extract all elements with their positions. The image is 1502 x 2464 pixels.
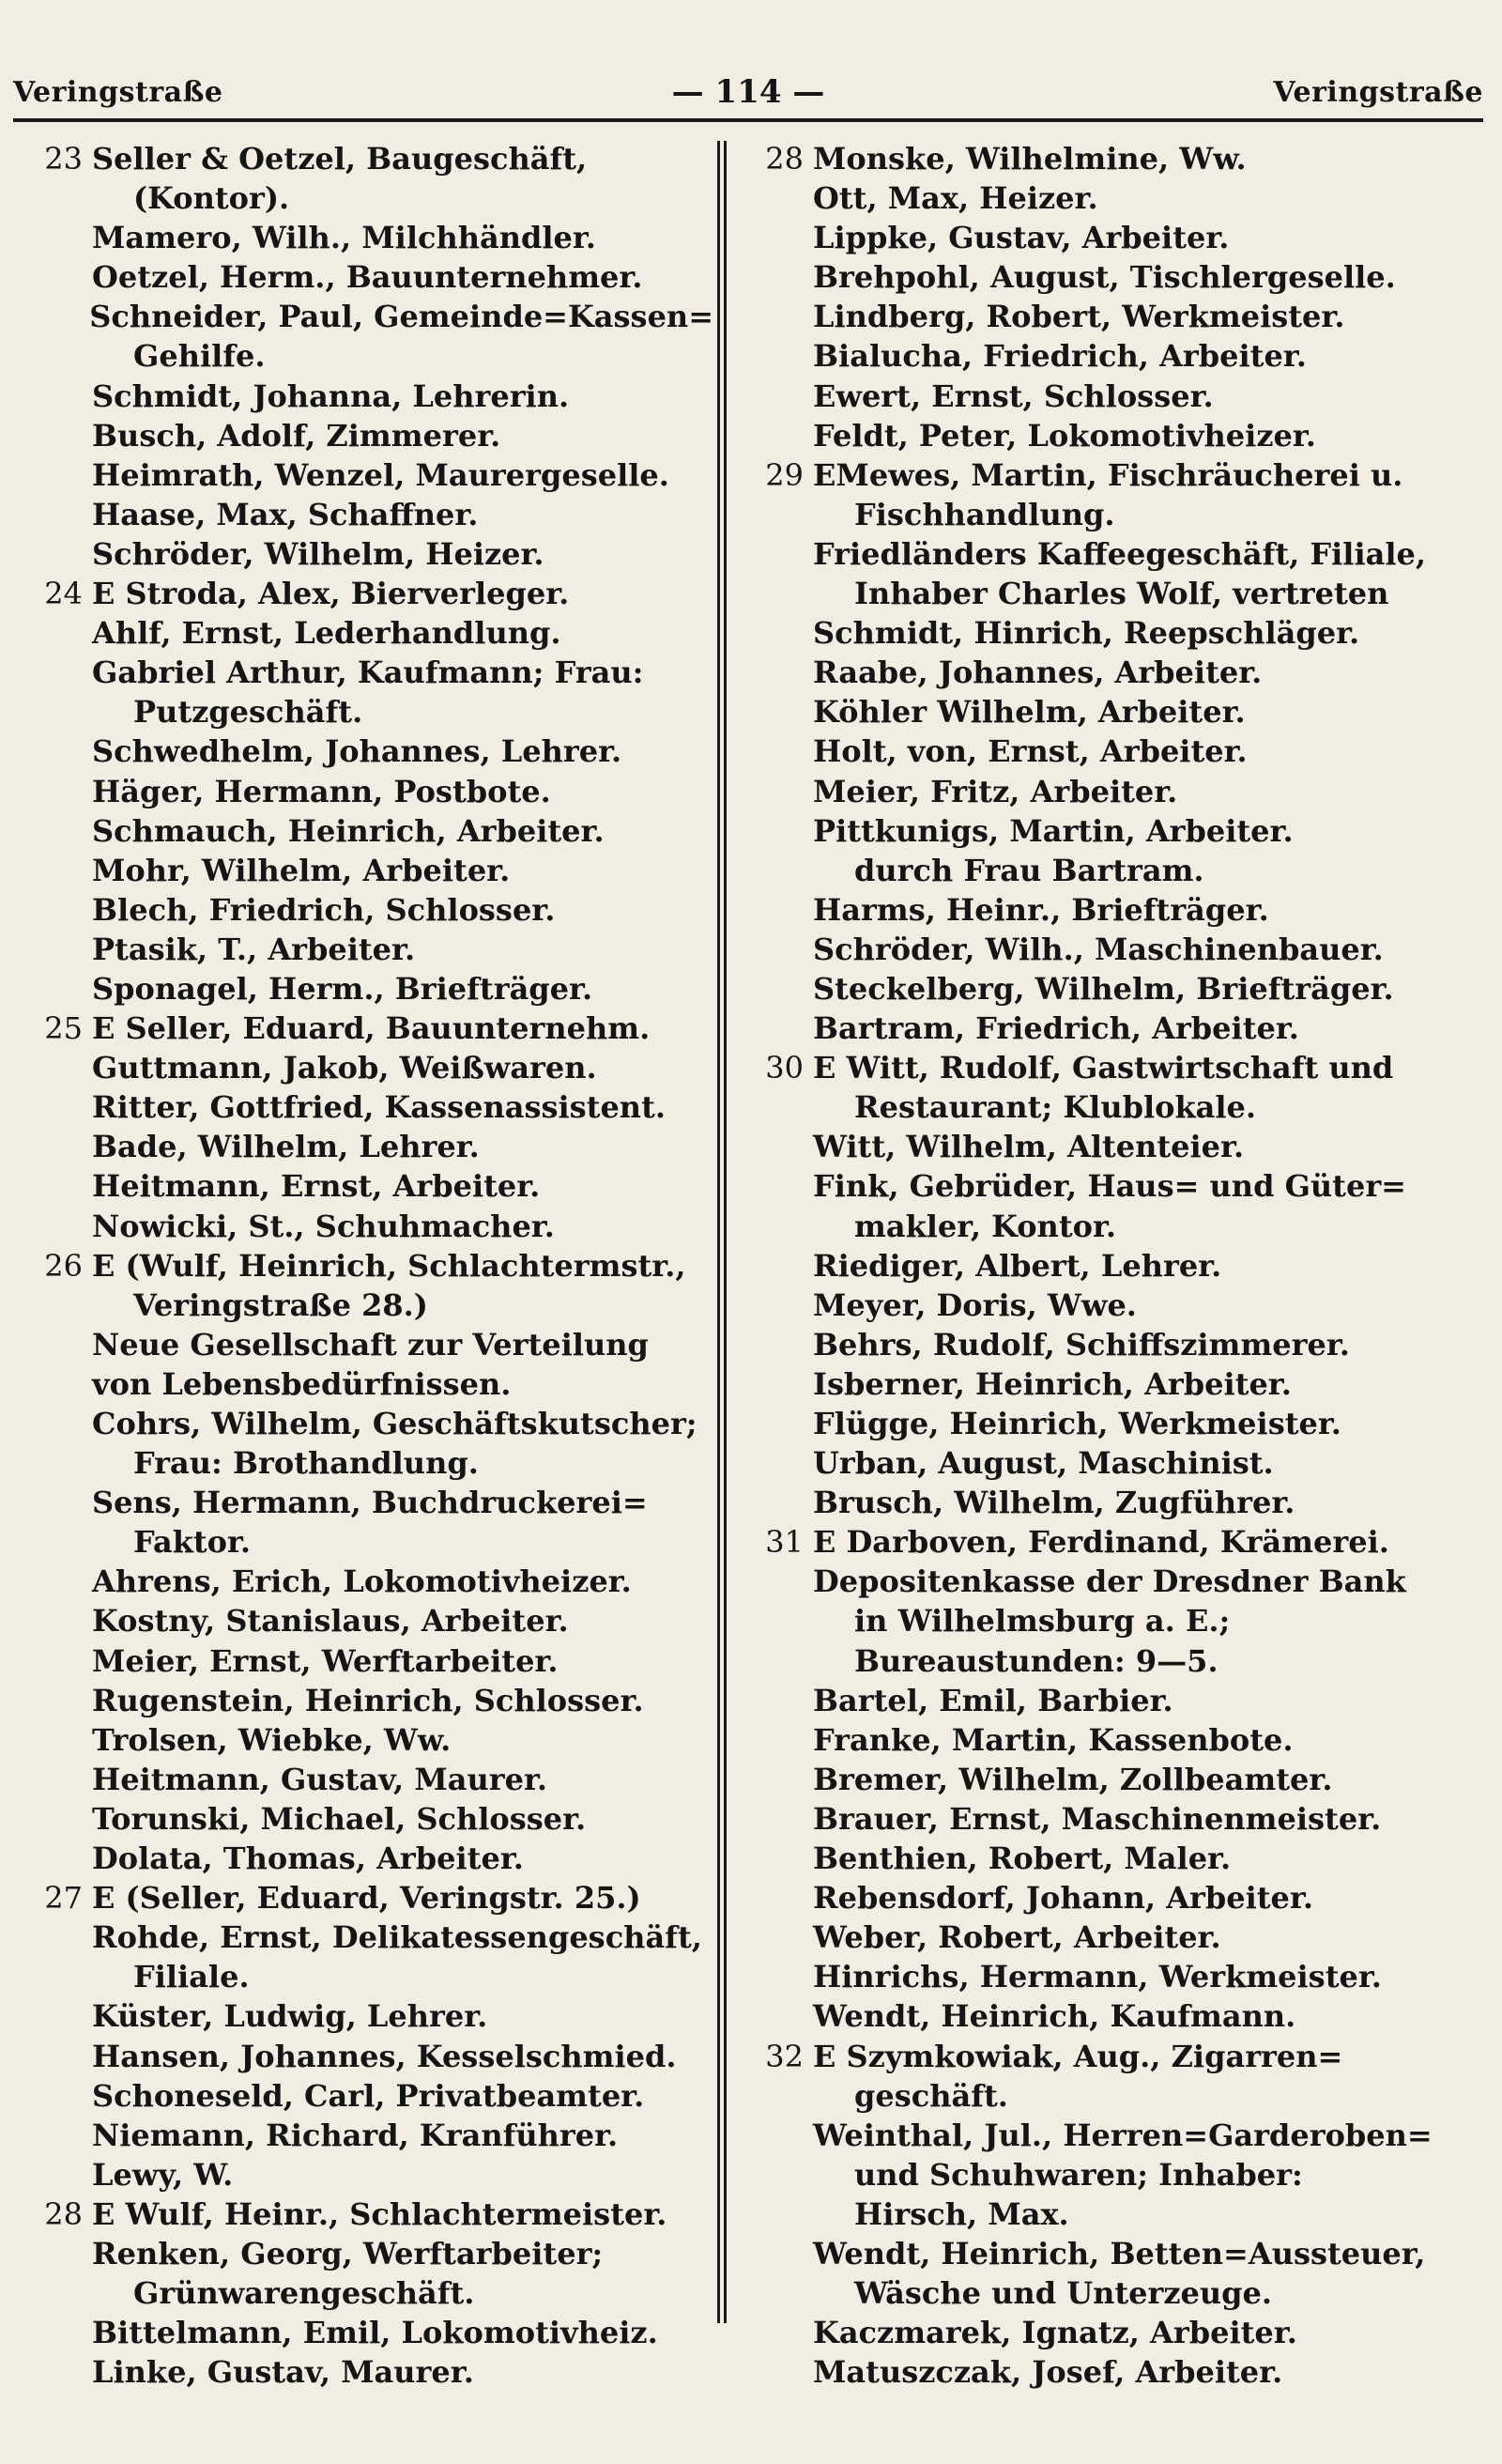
directory-entry [38, 1443, 713, 1483]
house-number: 24 [44, 576, 83, 612]
house-number: 30 [765, 1050, 804, 1086]
directory-entry [38, 1166, 713, 1206]
entry-text: Bartram, Friedrich, Arbeiter. [813, 1010, 1299, 1047]
directory-entry [38, 1641, 713, 1681]
entry-text: Schwedhelm, Johannes, Lehrer. [92, 733, 622, 770]
entry-text: Mamero, Wilh., Milchhändler. [92, 220, 596, 256]
directory-entry [759, 1562, 1472, 1601]
entry-text: Bremer, Wilhelm, Zollbeamter. [813, 1761, 1333, 1797]
entry-text: Pittkunigs, Martin, Arbeiter. [813, 812, 1294, 849]
directory-entry [759, 1364, 1472, 1404]
entry-text: Harms, Heinr., Briefträger. [813, 891, 1269, 928]
entry-text: Friedländers Kaffeegeschäft, Filiale, [813, 535, 1426, 572]
entry-text: Matuszczak, Josef, Arbeiter. [813, 2354, 1283, 2391]
directory-entry [759, 2116, 1472, 2155]
entry-text: Neue Gesellschaft zur Verteilung [92, 1326, 649, 1363]
entry-text: Küster, Ludwig, Lehrer. [92, 1998, 488, 2035]
entry-text: Putzgeschäft. [133, 694, 363, 731]
entry-text: Monske, Wilhelmine, Ww. [813, 141, 1247, 177]
directory-entry [38, 811, 713, 851]
directory-entry [759, 139, 1472, 178]
entry-text: E (Seller, Eduard, Veringstr. 25.) [92, 1880, 641, 1917]
directory-entry [38, 890, 713, 930]
entry-text: Gehilfe. [133, 338, 266, 375]
entry-text: Grünwarengeschäft. [133, 2275, 475, 2312]
entry-text: Wendt, Heinrich, Betten=Aussteuer, [813, 2235, 1426, 2272]
directory-entry [38, 1957, 713, 1996]
directory-entry [38, 1048, 713, 1087]
directory-entry [759, 1681, 1472, 1720]
entry-text: Schneider, Paul, Gemeinde=Kassen= [89, 299, 713, 335]
entry-text: Isberner, Heinrich, Arbeiter. [813, 1365, 1292, 1402]
directory-entry [759, 2155, 1472, 2194]
entry-text: Köhler Wilhelm, Arbeiter. [813, 694, 1246, 731]
directory-entry [759, 1839, 1472, 1878]
entry-text: Haase, Max, Schaffner. [92, 496, 479, 532]
directory-entry [38, 851, 713, 890]
entry-text: Wendt, Heinrich, Kaufmann. [813, 1998, 1296, 2035]
directory-entry [759, 336, 1472, 376]
directory-entry [759, 772, 1472, 811]
entry-text: Heitmann, Gustav, Maurer. [92, 1761, 548, 1797]
entry-text: Kostny, Stanislaus, Arbeiter. [92, 1603, 569, 1640]
entry-text: durch Frau Bartram. [854, 852, 1204, 888]
directory-entry [759, 2194, 1472, 2234]
directory-entry [759, 2313, 1472, 2352]
entry-text: Weber, Robert, Arbeiter. [813, 1919, 1221, 1956]
entry-text: geschäft. [854, 2077, 1008, 2114]
entry-text: makler, Kontor. [854, 1208, 1116, 1244]
entry-text: Hinrichs, Hermann, Werkmeister. [813, 1959, 1382, 1995]
entry-text: Bureaustunden: 9—5. [854, 1642, 1218, 1679]
directory-entry [38, 1839, 713, 1878]
directory-entry [38, 218, 713, 257]
entry-text: EMewes, Martin, Fischräucherei u. [813, 456, 1403, 493]
directory-entry [38, 1325, 713, 1364]
directory-entry [759, 2037, 1472, 2076]
directory-entry [759, 1009, 1472, 1048]
entry-text: Sens, Hermann, Buchdruckerei= [92, 1485, 648, 1521]
entry-text: Nowicki, St., Schuhmacher. [92, 1208, 555, 1244]
entry-text: Witt, Wilhelm, Altenteier. [813, 1129, 1245, 1165]
directory-entry [38, 772, 713, 811]
entry-text: Inhaber Charles Wolf, vertreten [854, 576, 1389, 612]
house-number: 25 [44, 1010, 83, 1047]
entry-text: Restaurant; Klublokale. [854, 1089, 1257, 1126]
directory-entry [759, 1720, 1472, 1760]
directory-entry [759, 692, 1472, 732]
directory-entry [759, 534, 1472, 574]
directory-entry [759, 1957, 1472, 1996]
house-number: 29 [765, 456, 804, 493]
directory-entry [759, 1207, 1472, 1246]
house-number: 23 [44, 141, 83, 177]
entry-text: Frau: Brothandlung. [133, 1445, 479, 1482]
entry-text: Schröder, Wilhelm, Heizer. [92, 535, 544, 572]
entry-text: Urban, August, Maschinist. [813, 1445, 1274, 1482]
directory-entry [759, 377, 1472, 416]
entry-text: Gabriel Arthur, Kaufmann; Frau: [92, 654, 644, 691]
entry-text: Feldt, Peter, Lokomotivheizer. [813, 417, 1316, 454]
entry-text: Linke, Gustav, Maurer. [92, 2354, 474, 2391]
directory-entry [759, 1286, 1472, 1325]
house-number: 27 [44, 1880, 83, 1917]
entry-text: E Wulf, Heinr., Schlachtermeister. [92, 2195, 667, 2232]
directory-entry [38, 2234, 713, 2273]
directory-entry [38, 1207, 713, 1246]
directory-entry [759, 1601, 1472, 1640]
directory-entry [38, 1720, 713, 1760]
directory-entry [38, 2273, 713, 2313]
directory-entry [38, 574, 713, 613]
entry-text: Renken, Georg, Werftarbeiter; [92, 2235, 604, 2272]
directory-entry [38, 336, 713, 376]
directory-entry [759, 1641, 1472, 1681]
directory-entry [759, 297, 1472, 336]
directory-entry [38, 297, 713, 336]
entry-text: Bartel, Emil, Barbier. [813, 1682, 1173, 1718]
directory-entry [38, 969, 713, 1009]
directory-entry [759, 1325, 1472, 1364]
entry-text: Kaczmarek, Ignatz, Arbeiter. [813, 2315, 1297, 2351]
entry-text: Benthien, Robert, Maler. [813, 1840, 1232, 1877]
house-number: 28 [44, 2195, 83, 2232]
directory-entry [759, 1127, 1472, 1166]
directory-entry [38, 416, 713, 455]
directory-entry [38, 534, 713, 574]
directory-entry [38, 930, 713, 969]
entry-text: Lippke, Gustav, Arbeiter. [813, 220, 1230, 256]
entry-text: Fink, Gebrüder, Haus= und Güter= [813, 1168, 1406, 1205]
entry-text: Rugenstein, Heinrich, Schlosser. [92, 1682, 644, 1718]
directory-entry [38, 1760, 713, 1799]
directory-entry [38, 1127, 713, 1166]
directory-entry [38, 692, 713, 732]
directory-entry [759, 455, 1472, 495]
directory-entry [759, 1878, 1472, 1917]
directory-entry [38, 1562, 713, 1601]
directory-entry [38, 613, 713, 653]
directory-entry [759, 257, 1472, 297]
entry-text: Rohde, Ernst, Delikatessengeschäft, [92, 1919, 702, 1956]
entry-text: Weinthal, Jul., Herren=Garderoben= [813, 2117, 1433, 2153]
directory-entry [38, 1917, 713, 1957]
directory-entry [38, 1996, 713, 2036]
entry-text: Meier, Ernst, Werftarbeiter. [92, 1642, 559, 1679]
directory-entry [759, 2234, 1472, 2273]
directory-entry [38, 1009, 713, 1048]
directory-entry [38, 732, 713, 771]
directory-entry [759, 218, 1472, 257]
entry-text: E (Wulf, Heinrich, Schlachtermstr., [92, 1247, 686, 1284]
directory-entry [759, 1760, 1472, 1799]
directory-entry [38, 2076, 713, 2116]
entry-text: Fischhandlung. [854, 496, 1115, 532]
entry-text: von Lebensbedürfnissen. [92, 1365, 512, 1402]
entry-text: Schmidt, Hinrich, Reepschläger. [813, 615, 1360, 652]
directory-entry [38, 1286, 713, 1325]
entry-text: Bittelmann, Emil, Lokomotivheiz. [92, 2315, 658, 2351]
directory-entry [38, 1364, 713, 1404]
house-number: 26 [44, 1247, 83, 1284]
entry-text: E Witt, Rudolf, Gastwirtschaft und [813, 1050, 1394, 1086]
entry-text: Raabe, Johannes, Arbeiter. [813, 654, 1263, 691]
entry-text: Franke, Martin, Kassenbote. [813, 1721, 1294, 1758]
house-number: 32 [765, 2038, 804, 2074]
entry-text: Holt, von, Ernst, Arbeiter. [813, 733, 1248, 770]
directory-entry [759, 1799, 1472, 1839]
directory-entry [759, 1166, 1472, 1206]
directory-entry [38, 2155, 713, 2194]
directory-entry [38, 653, 713, 692]
entry-text: Mohr, Wilhelm, Arbeiter. [92, 852, 511, 888]
entry-text: Schoneseld, Carl, Privatbeamter. [92, 2077, 645, 2114]
directory-entry [38, 1404, 713, 1443]
entry-text: E Stroda, Alex, Bierverleger. [92, 576, 570, 612]
directory-entry [759, 1483, 1472, 1522]
right-column [759, 139, 1472, 2392]
directory-entry [759, 732, 1472, 771]
entry-text: Guttmann, Jakob, Weißwaren. [92, 1050, 597, 1086]
entry-text: Meier, Fritz, Arbeiter. [813, 773, 1178, 809]
entry-text: Brauer, Ernst, Maschinenmeister. [813, 1800, 1382, 1837]
entry-text: E Darboven, Ferdinand, Krämerei. [813, 1524, 1389, 1561]
directory-entry [759, 574, 1472, 613]
entry-text: Ritter, Gottfried, Kassenassistent. [92, 1089, 666, 1126]
entry-text: Heitmann, Ernst, Arbeiter. [92, 1168, 541, 1205]
header-street-left: Veringstraße [13, 75, 223, 109]
directory-entry [759, 178, 1472, 218]
directory-entry [759, 1522, 1472, 1562]
page-header [13, 66, 1483, 122]
entry-text: Steckelberg, Wilhelm, Briefträger. [813, 970, 1394, 1007]
entry-text: E Szymkowiak, Aug., Zigarren= [813, 2038, 1343, 2074]
directory-entry [38, 2037, 713, 2076]
directory-entry [38, 1601, 713, 1640]
directory-entry [759, 1404, 1472, 1443]
directory-entry [759, 1048, 1472, 1087]
directory-entry [38, 2194, 713, 2234]
directory-entry [38, 1087, 713, 1127]
entry-text: Schmidt, Johanna, Lehrerin. [92, 377, 570, 414]
directory-entry [759, 1246, 1472, 1286]
entry-text: Niemann, Richard, Kranführer. [92, 2117, 619, 2153]
entry-text: Meyer, Doris, Wwe. [813, 1286, 1137, 1323]
entry-text: Sponagel, Herm., Briefträger. [92, 970, 593, 1007]
directory-entry [759, 930, 1472, 969]
directory-entry [759, 1443, 1472, 1483]
directory-entry [38, 139, 713, 178]
entry-text: E Seller, Eduard, Bauunternehm. [92, 1010, 651, 1047]
house-number: 28 [765, 141, 804, 177]
entry-text: und Schuhwaren; Inhaber: [854, 2156, 1303, 2193]
entry-text: Flügge, Heinrich, Werkmeister. [813, 1406, 1341, 1441]
left-column [38, 139, 713, 2392]
directory-entry [759, 969, 1472, 1009]
entry-text: Schröder, Wilh., Maschinenbauer. [813, 931, 1384, 967]
entry-text: Ewert, Ernst, Schlosser. [813, 377, 1214, 414]
entry-text: Busch, Adolf, Zimmerer. [92, 417, 501, 454]
entry-text: Filiale. [133, 1959, 250, 1995]
directory-entry [759, 653, 1472, 692]
entry-text: Schmauch, Heinrich, Arbeiter. [92, 812, 605, 849]
entry-text: Ott, Max, Heizer. [813, 180, 1098, 217]
entry-text: Depositenkasse der Dresdner Bank [813, 1563, 1406, 1600]
directory-entry [759, 851, 1472, 890]
directory-entry [759, 1087, 1472, 1127]
entry-text: Ptasik, T., Arbeiter. [92, 931, 416, 967]
entry-text: Behrs, Rudolf, Schiffszimmerer. [813, 1326, 1350, 1363]
directory-entry [38, 2352, 713, 2392]
directory-entry [38, 377, 713, 416]
directory-entry [759, 416, 1472, 455]
entry-text: Hansen, Johannes, Kesselschmied. [92, 2038, 677, 2074]
entry-text: Heimrath, Wenzel, Maurergeselle. [92, 456, 669, 493]
entry-text: Brusch, Wilhelm, Zugführer. [813, 1485, 1295, 1521]
directory-entry [759, 2273, 1472, 2313]
house-number: 31 [765, 1524, 804, 1561]
entry-text: Rebensdorf, Johann, Arbeiter. [813, 1880, 1313, 1917]
entry-text: Seller & Oetzel, Baugeschäft, [92, 141, 588, 177]
entry-text: Lindberg, Robert, Werkmeister. [813, 299, 1345, 335]
entry-text: Lewy, W. [92, 2156, 234, 2193]
entry-text: Brehpohl, August, Tischlergeselle. [813, 259, 1396, 296]
directory-entry [38, 1246, 713, 1286]
entry-text: Faktor. [133, 1524, 252, 1561]
entry-text: in Wilhelmsburg a. E.; [854, 1603, 1231, 1640]
entry-text: Cohrs, Wilhelm, Geschäftskutscher; [92, 1406, 697, 1441]
entry-text: Ahrens, Erich, Lokomotivheizer. [92, 1563, 632, 1600]
entry-text: Bialucha, Friedrich, Arbeiter. [813, 338, 1307, 375]
entry-text: Riediger, Albert, Lehrer. [813, 1247, 1222, 1284]
directory-entry [759, 1996, 1472, 2036]
directory-entry [38, 1483, 713, 1522]
entry-text: Ahlf, Ernst, Lederhandlung. [92, 615, 561, 652]
directory-entry [38, 1681, 713, 1720]
directory-entry [38, 2116, 713, 2155]
directory-entry [38, 1878, 713, 1917]
entry-text: Bade, Wilhelm, Lehrer. [92, 1129, 480, 1165]
directory-entry [759, 495, 1472, 534]
header-street-right: Veringstraße [1273, 75, 1483, 109]
page-number: — 114 — [671, 73, 825, 111]
entry-text: Veringstraße 28.) [133, 1286, 428, 1323]
directory-entry [759, 811, 1472, 851]
entry-text: Trolsen, Wiebke, Ww. [92, 1721, 452, 1758]
entry-text: Hirsch, Max. [854, 2195, 1069, 2232]
directory-entry [38, 257, 713, 297]
entry-text: Wäsche und Unterzeuge. [854, 2275, 1273, 2312]
entry-text: Torunski, Michael, Schlosser. [92, 1800, 587, 1837]
entry-text: Häger, Hermann, Postbote. [92, 773, 551, 809]
entry-text: Oetzel, Herm., Bauunternehmer. [92, 259, 643, 296]
directory-entry [38, 455, 713, 495]
directory-entry [759, 1917, 1472, 1957]
directory-entry [38, 1522, 713, 1562]
directory-entry [38, 2313, 713, 2352]
directory-entry [759, 890, 1472, 930]
directory-entry [759, 2076, 1472, 2116]
directory-entry [38, 1799, 713, 1839]
entry-text: Dolata, Thomas, Arbeiter. [92, 1840, 524, 1877]
directory-entry [38, 178, 713, 218]
directory-entry [759, 2352, 1472, 2392]
directory-entry [759, 613, 1472, 653]
directory-entry [38, 495, 713, 534]
column-divider [717, 141, 720, 2323]
entry-text: Blech, Friedrich, Schlosser. [92, 891, 556, 928]
column-divider [724, 141, 727, 2323]
entry-text: (Kontor). [133, 180, 290, 217]
